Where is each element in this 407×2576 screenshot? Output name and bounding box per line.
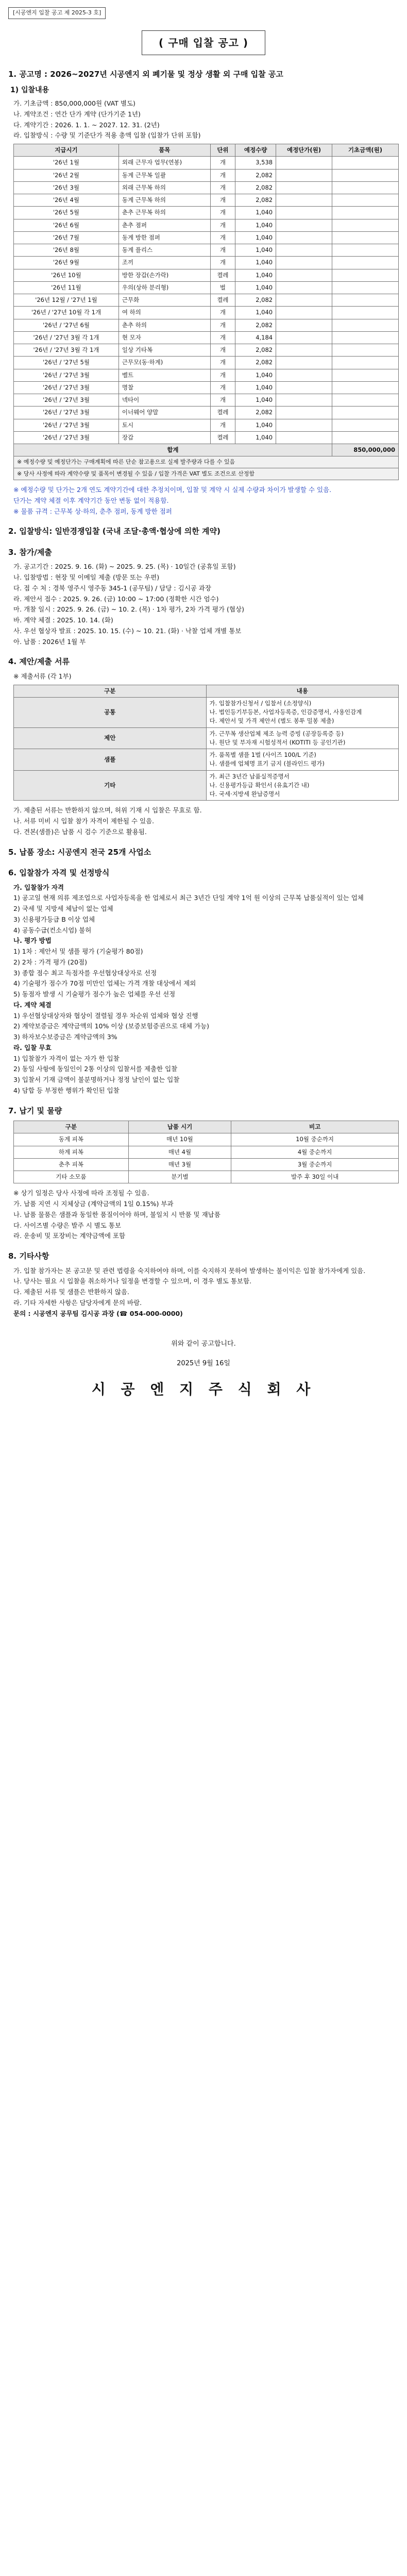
cell-amount [332, 207, 398, 219]
text-line: 나. 서류 미비 시 입찰 참가 자격이 제한될 수 있음. [13, 817, 155, 825]
cell-qty: 1,040 [235, 369, 276, 381]
section-1-subheading: 1) 입찰내용 [10, 86, 49, 94]
cell-price [276, 181, 332, 194]
cell-unit: 개 [210, 169, 235, 181]
section-2-heading: 2. 입찰방식: 일반경쟁입찰 (국내 조달·총액·협상에 의한 계약) [8, 527, 221, 536]
cell-amount [332, 394, 398, 406]
section-3-heading: 3. 참가/제출 [8, 547, 52, 557]
text-line: 2) 국세 및 지방세 체납이 없는 업체 [13, 905, 113, 913]
cell-item: 현 모자 [118, 331, 210, 344]
table-row [14, 1133, 399, 1146]
table-cell: 춘추 피복 [14, 1158, 129, 1171]
cell-unit: 벌 [210, 281, 235, 294]
section-1-heading: 1. 공고명 : 2026~2027년 시공엔지 외 폐기물 및 정상 생활 외 구매 입찰 공고 [8, 69, 283, 79]
cell-period: '26년 / '27년 5월 [14, 357, 119, 369]
cell-item: 춘추 점퍼 [118, 219, 210, 231]
row-category: 기타 [14, 770, 207, 801]
cell-amount [332, 231, 398, 244]
column-header: 납품 시기 [128, 1121, 231, 1133]
cell-amount [332, 381, 398, 394]
section-8-lines [8, 1266, 399, 1308]
text-line: ※ 물품 규격 : 근무복 상·하의, 춘추 점퍼, 동계 방한 점퍼 [13, 507, 172, 515]
table-row [14, 431, 399, 444]
cell-unit: 개 [210, 419, 235, 431]
section-8-heading: 8. 기타사항 [8, 1251, 49, 1261]
cell-unit: 개 [210, 207, 235, 219]
text-line: 나. 입찰방법 : 현장 및 이메일 제출 (방문 또는 우편) [13, 573, 160, 582]
cell-item: 명찰 [118, 381, 210, 394]
item-price-table [13, 144, 399, 480]
cell-qty: 2,082 [235, 344, 276, 357]
text-line: 1) 우선협상대상자와 협상이 결렬될 경우 차순위 업체와 협상 진행 [13, 1011, 198, 1020]
cell-unit: 개 [210, 219, 235, 231]
column-header: 내용 [206, 685, 399, 697]
cell-item: 동계 근무복 일괄 [118, 169, 210, 181]
cell-price [276, 194, 332, 207]
cell-unit: 개 [210, 257, 235, 269]
document-title: ( 구매 입찰 공고 ) [142, 30, 265, 55]
cell-price [276, 281, 332, 294]
cell-item: 일상 기타복 [118, 344, 210, 357]
text-line: 5) 동점자 발생 시 기술평가 점수가 높은 업체를 우선 선정 [13, 990, 176, 998]
total-label: 합계 [14, 444, 332, 456]
cell-qty: 1,040 [235, 281, 276, 294]
group-title: 가. 입찰참가 자격 [13, 883, 64, 891]
cell-qty: 1,040 [235, 269, 276, 281]
table-cell: 기타 소모품 [14, 1171, 129, 1183]
table-row [14, 319, 399, 331]
text-line: 다. 사이즈별 수량은 발주 시 별도 통보 [13, 1221, 121, 1229]
cell-amount [332, 419, 398, 431]
cell-unit: 개 [210, 369, 235, 381]
table-row [14, 194, 399, 207]
table-cell: 4월 중순까지 [231, 1146, 399, 1158]
cell-item: 토시 [118, 419, 210, 431]
table-row [14, 727, 399, 749]
row-category: 공통 [14, 697, 207, 727]
text-line: 라. 입찰방식 : 수량 및 기준단가 적용 총액 입찰 (입찰가 단위 포함) [13, 131, 201, 140]
cell-amount [332, 331, 398, 344]
cell-qty: 1,040 [235, 207, 276, 219]
cell-price [276, 369, 332, 381]
column-header: 예정단가(원) [276, 144, 332, 157]
cell-unit: 켤레 [210, 431, 235, 444]
cell-period: '26년 10월 [14, 269, 119, 281]
table-row [14, 169, 399, 181]
text-line: 단가는 계약 체결 이후 계약기간 동안 변동 없이 적용함. [13, 496, 169, 504]
closing-date: 2025년 9월 16일 [177, 1359, 230, 1367]
group-title: 나. 평가 방법 [13, 937, 52, 945]
text-line: 1) 1차 : 제안서 및 샘플 평가 (기술평가 80점) [13, 947, 143, 956]
table-row [14, 269, 399, 281]
cell-price [276, 219, 332, 231]
row-content: 가. 근무복 생산업체 제조 능력 증빙 (공장등록증 등) 나. 원단 및 부자재 시험성적서 (KOTITI 등 공인기관) [206, 727, 399, 749]
column-header: 비고 [231, 1121, 399, 1133]
cell-amount [332, 357, 398, 369]
cell-price [276, 331, 332, 344]
table-row [14, 697, 399, 727]
cell-amount [332, 406, 398, 419]
text-line: 아. 납품 : 2026년 1월 부 [13, 637, 86, 646]
cell-unit: 개 [210, 357, 235, 369]
note-row [14, 468, 399, 480]
table-row [14, 1146, 399, 1158]
cell-amount [332, 269, 398, 281]
cell-amount [332, 294, 398, 307]
cell-price [276, 169, 332, 181]
cell-qty: 1,040 [235, 419, 276, 431]
cell-item: 방한 장갑(손가락) [118, 269, 210, 281]
cell-period: '26년 8월 [14, 244, 119, 257]
cell-price [276, 294, 332, 307]
text-line: 라. 제안서 접수 : 2025. 9. 26. (금) 10:00 ~ 17:00 (정확한 시간 엄수) [13, 595, 219, 603]
table-row [14, 1171, 399, 1183]
table-cell: 동계 피복 [14, 1133, 129, 1146]
documents-table [13, 685, 399, 801]
cell-amount [332, 181, 398, 194]
row-content: 가. 최근 3년간 납품실적증명서 나. 신용평가등급 확인서 (유효기간 내) 다. 국세·지방세 완납증명서 [206, 770, 399, 801]
closing-block [8, 1339, 399, 1368]
cell-unit: 개 [210, 244, 235, 257]
cell-price [276, 307, 332, 319]
cell-item: 외래 근무자 업무(연봉) [118, 157, 210, 169]
documents-table-header [14, 685, 399, 697]
table-cell: 발주 후 30일 이내 [231, 1171, 399, 1183]
cell-period: '26년 / '27년 3월 [14, 419, 119, 431]
cell-amount [332, 369, 398, 381]
table-cell: 3월 중순까지 [231, 1158, 399, 1171]
cell-price [276, 431, 332, 444]
cell-price [276, 207, 332, 219]
note-row [14, 456, 399, 468]
cell-qty: 3,538 [235, 157, 276, 169]
section-7-notes [8, 1189, 399, 1241]
table-cell: 매년 10월 [128, 1133, 231, 1146]
cell-price [276, 381, 332, 394]
cell-item: 여 하의 [118, 307, 210, 319]
cell-qty: 2,082 [235, 319, 276, 331]
cell-item: 동계 플리스 [118, 244, 210, 257]
table-cell: 10월 중순까지 [231, 1133, 399, 1146]
cell-amount [332, 431, 398, 444]
text-line: ※ 예정수량 및 단가는 2개 연도 계약기간에 대한 추정치이며, 입찰 및 계약 시 실제 수량과 차이가 발생할 수 있음. [13, 486, 332, 494]
text-line: 2) 동일 사항에 동일인이 2통 이상의 입찰서를 제출한 입찰 [13, 1065, 178, 1073]
cell-price [276, 406, 332, 419]
cell-item: 조끼 [118, 257, 210, 269]
table-row [14, 181, 399, 194]
section-4-intro: ※ 제출서류 (각 1부) [13, 672, 72, 680]
table-row [14, 157, 399, 169]
cell-qty: 2,082 [235, 194, 276, 207]
text-line: 라. 기타 자세한 사항은 담당자에게 문의 바람. [13, 1298, 142, 1307]
text-line: 가. 제출된 서류는 반환하지 않으며, 허위 기재 시 입찰은 무효로 함. [13, 806, 202, 815]
company-name: 시 공 엔 지 주 식 회 사 [91, 1381, 316, 1398]
text-line: 3) 종합 점수 최고 득점자를 우선협상대상자로 선정 [13, 969, 157, 977]
cell-unit: 개 [210, 181, 235, 194]
table-row [14, 281, 399, 294]
cell-period: '26년 / '27년 3월 [14, 394, 119, 406]
table-row [14, 257, 399, 269]
cell-qty: 2,082 [235, 169, 276, 181]
cell-price [276, 244, 332, 257]
text-line: 4) 기술평가 점수가 70점 미만인 업체는 가격 개찰 대상에서 제외 [13, 979, 196, 988]
total-row [14, 444, 399, 456]
cell-unit: 개 [210, 307, 235, 319]
row-content: 가. 품목별 샘플 1벌 (사이즈 100/L 기준) 나. 샘플에 업체명 표기 금지 (블라인드 평가) [206, 749, 399, 771]
cell-price [276, 257, 332, 269]
cell-period: '26년 11월 [14, 281, 119, 294]
cell-period: '26년 / '27년 3월 [14, 369, 119, 381]
cell-qty: 1,040 [235, 394, 276, 406]
cell-amount [332, 157, 398, 169]
table-row [14, 331, 399, 344]
cell-amount [332, 307, 398, 319]
cell-qty: 1,040 [235, 431, 276, 444]
column-header: 품목 [118, 144, 210, 157]
table-cell: 하계 피복 [14, 1146, 129, 1158]
cell-period: '26년 5월 [14, 207, 119, 219]
cell-unit: 개 [210, 394, 235, 406]
note-cell: ※ 당사 사정에 따라 계약수량 및 품목이 변경될 수 있음 / 입찰 가격은 VAT 별도 조건으로 산정함 [14, 468, 399, 480]
cell-price [276, 344, 332, 357]
delivery-table [13, 1121, 399, 1183]
text-line: 나. 계약조건 : 연간 단가 계약 (단가기준 1년) [13, 110, 141, 118]
cell-period: '26년 / '27년 3월 [14, 406, 119, 419]
column-header: 구분 [14, 685, 207, 697]
text-line: 나. 당사는 필요 시 입찰을 취소하거나 일정을 변경할 수 있으며, 이 경우 별도 통보함. [13, 1277, 252, 1285]
cell-item: 동계 방한 점퍼 [118, 231, 210, 244]
section-4-notes [8, 806, 399, 837]
cell-item: 근무화 [118, 294, 210, 307]
cell-unit: 켤레 [210, 269, 235, 281]
cell-period: '26년 7월 [14, 231, 119, 244]
text-line: ※ 상기 일정은 당사 사정에 따라 조정될 수 있음. [13, 1189, 149, 1197]
cell-unit: 개 [210, 331, 235, 344]
group-title: 다. 계약 체결 [13, 1001, 52, 1009]
cell-qty: 2,082 [235, 181, 276, 194]
cell-price [276, 394, 332, 406]
cell-unit: 개 [210, 344, 235, 357]
cell-amount [332, 194, 398, 207]
cell-qty: 1,040 [235, 381, 276, 394]
table-row [14, 231, 399, 244]
cell-amount [332, 169, 398, 181]
cell-item: 춘추 하의 [118, 319, 210, 331]
section-3-lines [8, 562, 399, 647]
text-line: 3) 신용평가등급 B 이상 업체 [13, 915, 95, 923]
text-line: 2) 2차 : 가격 평가 (20점) [13, 958, 87, 966]
cell-item: 넥타이 [118, 394, 210, 406]
cell-unit: 개 [210, 319, 235, 331]
section-1-lines [8, 99, 399, 141]
text-line: 3) 입찰서 기재 금액이 불분명하거나 정정 날인이 없는 입찰 [13, 1076, 180, 1084]
cell-amount [332, 319, 398, 331]
section-1-notes [8, 485, 399, 516]
text-line: 가. 입찰 참가자는 본 공고문 및 관련 법령을 숙지하여야 하며, 이를 숙지하지 못하여 발생하는 불이익은 입찰 참가자에게 있음. [13, 1266, 366, 1275]
section-6-groups [8, 883, 399, 1096]
cell-qty: 1,040 [235, 307, 276, 319]
cell-price [276, 357, 332, 369]
table-row [14, 770, 399, 801]
cell-amount [332, 281, 398, 294]
cell-qty: 1,040 [235, 231, 276, 244]
table-cell: 매년 3월 [128, 1158, 231, 1171]
cell-unit: 켤레 [210, 406, 235, 419]
text-line: 2) 계약보증금은 계약금액의 10% 이상 (보증보험증권으로 대체 가능) [13, 1022, 210, 1030]
cell-qty: 2,082 [235, 357, 276, 369]
text-line: 바. 계약 체결 : 2025. 10. 14. (화) [13, 616, 113, 624]
cell-item: 우의(상하 분리형) [118, 281, 210, 294]
cell-item: 동계 근무복 하의 [118, 194, 210, 207]
row-content: 가. 입찰참가신청서 / 입찰서 (소정양식) 나. 법인등기부등본, 사업자등록증, 인감증명서, 사용인감계 다. 제안서 및 가격 제안서 (별도 봉투 밀봉 제출) [206, 697, 399, 727]
cell-period: '26년 / '27년 3월 [14, 431, 119, 444]
text-line: 가. 공고기간 : 2025. 9. 16. (화) ~ 2025. 9. 25. (목) · 10일간 (공휴일 포함) [13, 563, 236, 571]
cell-period: '26년 2월 [14, 169, 119, 181]
text-line: 나. 납품 물품은 샘플과 동일한 품질이어야 하며, 불일치 시 반품 및 재납품 [13, 1210, 221, 1218]
table-row [14, 207, 399, 219]
cell-price [276, 319, 332, 331]
cell-period: '26년 / '27년 3월 [14, 381, 119, 394]
total-value: 850,000,000 [332, 444, 398, 456]
text-line: 1) 공고일 현재 의류 제조업으로 사업자등록을 한 업체로서 최근 3년간 단일 계약 1억 원 이상의 근무복 납품실적이 있는 업체 [13, 894, 364, 902]
cell-period: '26년 12월 / '27년 1월 [14, 294, 119, 307]
table-row [14, 369, 399, 381]
text-line: 마. 개찰 일시 : 2025. 9. 26. (금) ~ 10. 2. (목) · 1차 평가, 2차 가격 평가 (협상) [13, 605, 244, 614]
cell-period: '26년 6월 [14, 219, 119, 231]
cell-item: 벨트 [118, 369, 210, 381]
table-row [14, 394, 399, 406]
cell-qty: 1,040 [235, 244, 276, 257]
cell-item: 외래 근무복 하의 [118, 181, 210, 194]
cell-amount [332, 257, 398, 269]
table-row [14, 357, 399, 369]
column-header: 기초금액(원) [332, 144, 398, 157]
column-header: 단위 [210, 144, 235, 157]
table-cell: 매년 4월 [128, 1146, 231, 1158]
cell-amount [332, 344, 398, 357]
delivery-table-header [14, 1121, 399, 1133]
section-6-heading: 6. 입찰참가 자격 및 선정방식 [8, 868, 110, 878]
cell-item: 이너웨어 양말 [118, 406, 210, 419]
cell-unit: 개 [210, 194, 235, 207]
text-line: 다. 제출된 서류 및 샘플은 반환하지 않음. [13, 1288, 129, 1296]
table-row [14, 294, 399, 307]
section-7-heading: 7. 납기 및 물량 [8, 1106, 62, 1115]
cell-qty: 2,082 [235, 294, 276, 307]
cell-amount [332, 244, 398, 257]
table-row [14, 219, 399, 231]
cell-period: '26년 / '27년 6월 [14, 319, 119, 331]
group-title: 라. 입찰 무효 [13, 1043, 52, 1052]
table-row [14, 244, 399, 257]
contact-line: 문의 : 시공엔지 공무팀 김시공 과장 (☎ 054-000-0000) [13, 1309, 183, 1317]
text-line: 라. 운송비 및 포장비는 계약금액에 포함 [13, 1232, 126, 1240]
table-row [14, 1158, 399, 1171]
column-header: 지급시기 [14, 144, 119, 157]
text-line: 다. 접 수 처 : 경북 영주시 영주동 345-1 (공무팀) / 담당 : 김시공 과장 [13, 584, 211, 592]
text-line: 사. 우선 협상자 발표 : 2025. 10. 15. (수) ~ 10. 21. (화) · 낙찰 업체 개별 통보 [13, 626, 242, 635]
table-row [14, 749, 399, 771]
column-header: 구분 [14, 1121, 129, 1133]
cell-qty: 1,040 [235, 219, 276, 231]
cell-item: 장갑 [118, 431, 210, 444]
cell-item: 춘추 근무복 하의 [118, 207, 210, 219]
cell-period: '26년 / '27년 3월 각 1개 [14, 344, 119, 357]
cell-qty: 2,082 [235, 406, 276, 419]
cell-period: '26년 9월 [14, 257, 119, 269]
section-5-heading: 5. 납품 장소: 시공엔지 전국 25개 사업소 [8, 847, 151, 857]
note-cell: ※ 예정수량 및 예정단가는 구매계획에 따른 단순 참고용으로 실제 발주량과 다를 수 있음 [14, 456, 399, 468]
cell-period: '26년 3월 [14, 181, 119, 194]
cell-period: '26년 1월 [14, 157, 119, 169]
cell-period: '26년 / '27년 3월 각 1개 [14, 331, 119, 344]
text-line: 가. 납품 지연 시 지체상금 (계약금액의 1일 0.15%) 부과 [13, 1200, 174, 1208]
table-row [14, 406, 399, 419]
text-line: 4) 담합 등 부정한 행위가 확인된 입찰 [13, 1086, 120, 1094]
table-row [14, 344, 399, 357]
column-header: 예정수량 [235, 144, 276, 157]
text-line: 다. 계약기간 : 2026. 1. 1. ~ 2027. 12. 31. (2년) [13, 121, 160, 129]
cell-unit: 개 [210, 231, 235, 244]
row-category: 샘플 [14, 749, 207, 771]
text-line: 다. 견본(샘플)은 납품 시 검수 기준으로 활용됨. [13, 827, 147, 836]
text-line: 4) 공동수급(컨소시엄) 불허 [13, 926, 92, 934]
cell-unit: 켤레 [210, 294, 235, 307]
cell-unit: 개 [210, 381, 235, 394]
text-line: 3) 하자보수보증금은 계약금액의 3% [13, 1033, 117, 1041]
table-row [14, 381, 399, 394]
cell-period: '26년 4월 [14, 194, 119, 207]
item-price-table-header [14, 144, 399, 157]
cell-qty: 1,040 [235, 257, 276, 269]
cell-amount [332, 219, 398, 231]
cell-price [276, 269, 332, 281]
row-category: 제안 [14, 727, 207, 749]
table-cell: 분기별 [128, 1171, 231, 1183]
cell-price [276, 419, 332, 431]
table-row [14, 419, 399, 431]
cell-qty: 4,184 [235, 331, 276, 344]
cell-period: '26년 / '27년 10월 각 1개 [14, 307, 119, 319]
cell-price [276, 231, 332, 244]
cell-item: 근무모(동·하계) [118, 357, 210, 369]
closing-text: 위와 같이 공고합니다. [171, 1340, 236, 1348]
table-row [14, 307, 399, 319]
cell-unit: 개 [210, 157, 235, 169]
text-line: 가. 기초금액 : 850,000,000원 (VAT 별도) [13, 99, 135, 107]
cell-price [276, 157, 332, 169]
document-number-label: [시공엔지 입찰 공고 제 2025-3 호] [8, 7, 106, 19]
text-line: 1) 입찰참가 자격이 없는 자가 한 입찰 [13, 1054, 120, 1062]
section-4-heading: 4. 제안/제출 서류 [8, 657, 70, 667]
